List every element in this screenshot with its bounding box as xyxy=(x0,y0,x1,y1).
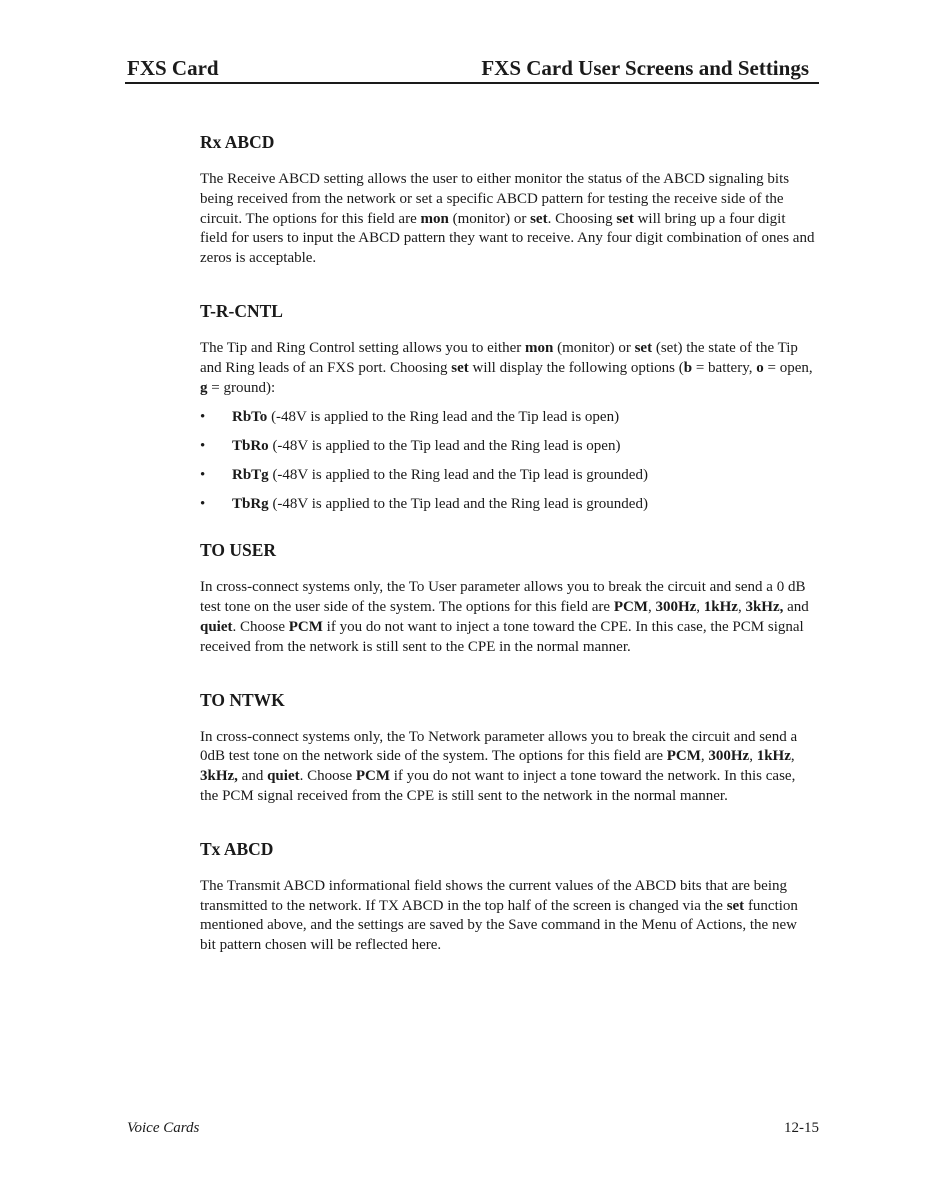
section-heading: TO USER xyxy=(200,540,277,561)
paragraph-keyword: 300Hz xyxy=(655,599,697,616)
header-section-title: FXS Card User Screens and Settings xyxy=(481,56,809,80)
paragraph-text: and xyxy=(783,599,809,616)
paragraph-keyword: b xyxy=(683,359,693,376)
option-term: TbRg xyxy=(232,496,269,513)
paragraph-text: The Tip and Ring Control setting allows you to either xyxy=(200,339,525,356)
section-paragraph xyxy=(200,728,815,807)
paragraph-text: , xyxy=(696,599,704,616)
section-paragraph xyxy=(200,170,815,269)
paragraph-keyword: g xyxy=(200,379,208,396)
paragraph-keyword: set xyxy=(726,897,745,914)
bullet-icon: • xyxy=(200,496,206,513)
paragraph-text: function mentioned above, and the settings are saved by the Save command in the Menu of Actions, the new bit pattern chosen will be reflected here. xyxy=(200,897,798,954)
header-chapter-title: FXS Card xyxy=(127,56,219,80)
paragraph-keyword: o xyxy=(756,359,764,376)
footer-book-title: Voice Cards xyxy=(127,1120,200,1136)
paragraph-text: will display the following options ( xyxy=(468,359,684,376)
page-header xyxy=(125,54,819,84)
paragraph-text: The Transmit ABCD informational field shows the current values of the ABCD bits that are being transmitted to the network. If TX ABCD in the top half of the screen is changed via the xyxy=(200,877,787,914)
paragraph-text: , xyxy=(700,748,709,765)
section-heading: T-R-CNTL xyxy=(200,300,283,321)
paragraph-text: In cross-connect systems only, the To Network parameter allows you to break the circuit and send a 0dB test tone on the network side of the system. The options for this field are xyxy=(200,728,798,765)
paragraph-text: (set) the state of the Tip and Ring leads of an FXS port. Choosing xyxy=(200,339,798,376)
paragraph-keyword: set xyxy=(634,339,653,356)
section-paragraph xyxy=(200,578,815,657)
paragraph-text: = ground): xyxy=(207,379,276,396)
paragraph-keyword: 1kHz xyxy=(703,599,738,616)
list-item xyxy=(200,408,815,437)
paragraph-text: if you do not want to inject a tone toward the network. In this case, the PCM signal received from the CPE is still sent to the network in the normal manner. xyxy=(200,768,796,804)
section-tx-abcd xyxy=(200,835,815,956)
footer-page-number: 12-15 xyxy=(784,1120,819,1136)
paragraph-text: will bring up a four digit field for users to input the ABCD pattern they want to receive. Any four digit combination of ones and zeros is acceptable. xyxy=(200,210,815,267)
paragraph-text: , xyxy=(647,599,656,616)
paragraph-keyword: 3kHz, xyxy=(200,768,238,785)
paragraph-keyword: set xyxy=(451,359,469,376)
bullet-icon: • xyxy=(200,438,206,455)
option-description: (-48V is applied to the Tip lead and the Ring lead is open) xyxy=(268,438,621,455)
paragraph-keyword: set xyxy=(616,210,634,227)
paragraph-text: , xyxy=(790,748,795,765)
paragraph-keyword: mon xyxy=(420,210,449,227)
paragraph-keyword: PCM xyxy=(666,748,701,765)
option-term: RbTg xyxy=(232,467,269,484)
option-description: (-48V is applied to the Ring lead and the Tip lead is grounded) xyxy=(268,467,648,484)
list-item xyxy=(200,437,815,466)
paragraph-keyword: PCM xyxy=(288,618,323,635)
option-description: (-48V is applied to the Ring lead and the Tip lead is open) xyxy=(267,409,620,426)
paragraph-keyword: 1kHz xyxy=(756,748,791,765)
paragraph-text: (monitor) or xyxy=(448,210,531,227)
paragraph-text: , xyxy=(749,748,757,765)
paragraph-text: = open, xyxy=(763,359,813,376)
paragraph-text: . Choose xyxy=(299,768,356,785)
paragraph-text: The Receive ABCD setting allows the user to either monitor the status of the ABCD signaling bits being received from the network or set a specific ABCD pattern for testing the receive side of the circuit. The options for this field are xyxy=(200,171,790,227)
paragraph-text: . Choose xyxy=(232,618,289,635)
paragraph-text: In cross-connect systems only, the To User parameter allows you to break the circuit and send a 0 dB test tone on the user side of the system. The options for this field are xyxy=(200,579,806,616)
paragraph-text: = battery, xyxy=(692,359,757,376)
section-paragraph xyxy=(200,877,815,956)
option-term: TbRo xyxy=(232,438,269,455)
option-description: (-48V is applied to the Tip lead and the Ring lead is grounded) xyxy=(268,496,648,513)
paragraph-text: (monitor) or xyxy=(553,339,635,356)
section-heading: TO NTWK xyxy=(200,689,285,710)
section-to-user xyxy=(200,536,815,657)
paragraph-keyword: PCM xyxy=(355,768,391,785)
paragraph-keyword: quiet xyxy=(200,618,233,635)
paragraph-text: if you do not want to inject a tone toward the CPE. In this case, the PCM signal received from the network is still sent to the CPE in the normal manner. xyxy=(200,618,804,655)
document-body xyxy=(200,128,815,956)
paragraph-keyword: quiet xyxy=(267,768,300,785)
section-rx-abcd xyxy=(200,128,815,269)
paragraph-keyword: PCM xyxy=(613,599,648,616)
option-term: RbTo xyxy=(232,409,268,426)
paragraph-keyword: mon xyxy=(525,339,554,356)
bullet-icon: • xyxy=(200,467,206,484)
header-rule xyxy=(125,82,819,84)
paragraph-text: , xyxy=(737,599,746,616)
paragraph-keyword: 300Hz xyxy=(708,748,750,765)
section-to-ntwk xyxy=(200,686,815,807)
section-paragraph xyxy=(200,339,815,398)
paragraph-text: . Choosing xyxy=(547,210,617,227)
paragraph-text: and xyxy=(237,768,268,785)
bullet-icon: • xyxy=(200,409,206,426)
section-t-r-cntl xyxy=(200,297,815,524)
section-heading: Rx ABCD xyxy=(200,132,275,152)
paragraph-keyword: set xyxy=(530,210,548,227)
paragraph-keyword: 3kHz, xyxy=(745,599,784,616)
list-item xyxy=(200,495,815,524)
list-item xyxy=(200,466,815,495)
option-list xyxy=(200,408,815,524)
section-heading: Tx ABCD xyxy=(200,838,274,859)
